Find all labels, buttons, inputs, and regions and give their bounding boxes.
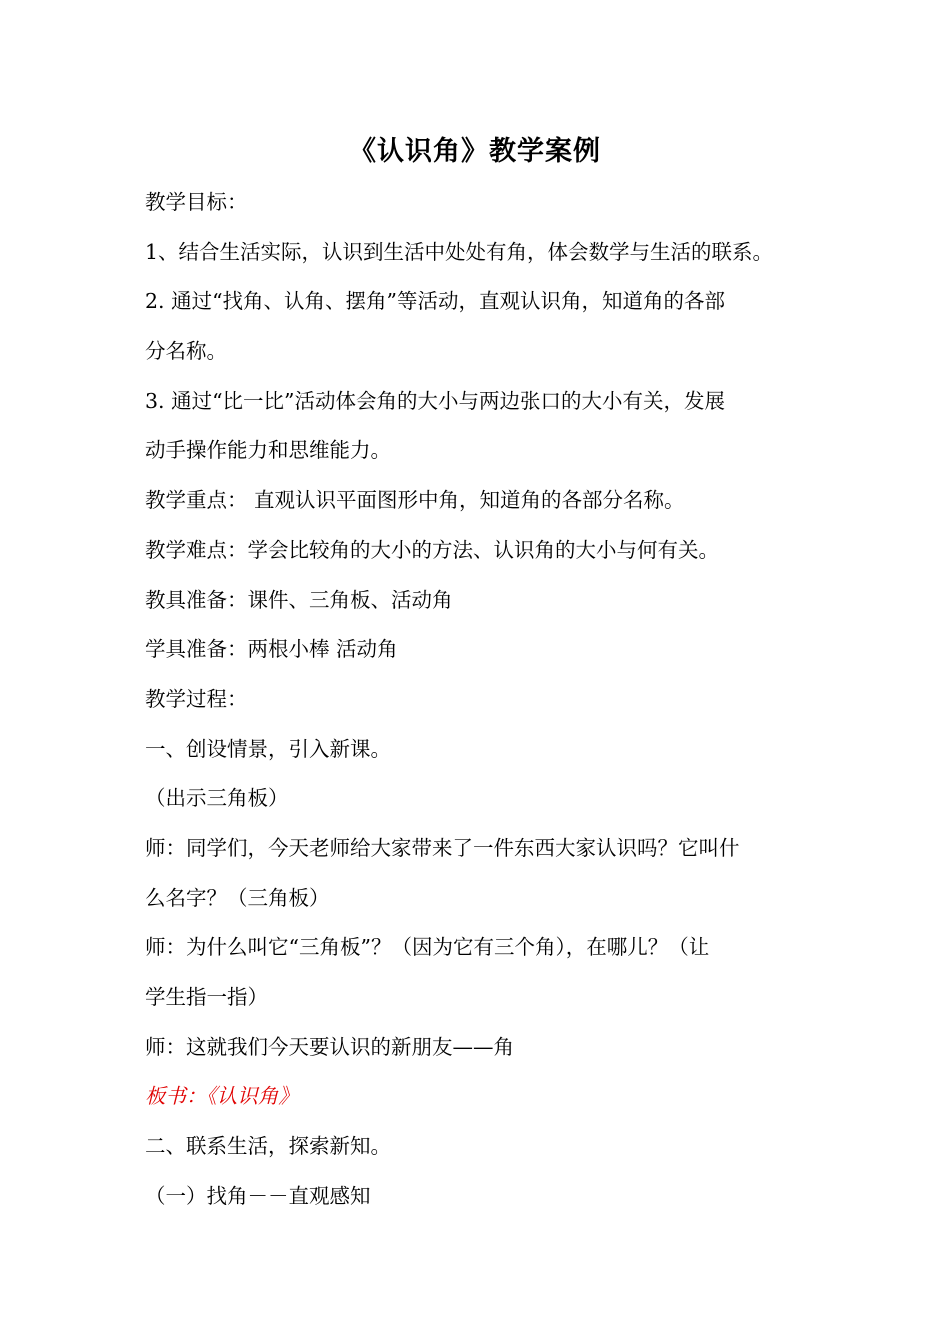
step-2-subheading: （一）找角－－直观感知 [145,1183,371,1208]
board-note: 板书：《认识角》 [145,1084,299,1109]
student-materials: 学具准备：两根小棒 活动角 [145,637,398,662]
objective-1: 1、结合生活实际，认识到生活中处处有角，体会数学与生活的联系。 [145,239,774,264]
step-1-heading: 一、创设情景，引入新课。 [145,736,391,761]
teacher-materials: 教具准备：课件、三角板、活动角 [145,587,453,612]
step-2-heading: 二、联系生活，探索新知。 [145,1134,391,1159]
objective-2-line-1: 2. 通过“找角、认角、摆角”等活动，直观认识角，知道角的各部 [145,289,726,314]
dialogue-2-line-2: 学生指一指） [145,985,268,1009]
section-heading-process: 教学过程： [145,686,248,711]
dialogue-1-line-2: 么名字？（三角板） [145,885,330,910]
dialogue-2-line-1: 师：为什么叫它“三角板”？（因为它有三个角），在哪儿？（让 [145,935,710,960]
dialogue-3: 师：这就我们今天要认识的新朋友——角 [145,1034,514,1059]
difficult-point: 教学难点：学会比较角的大小的方法、认识角的大小与何有关。 [145,537,719,562]
key-point: 教学重点： 直观认识平面图形中角，知道角的各部分名称。 [145,488,685,513]
step-1-note: （出示三角板） [145,786,289,811]
dialogue-1-line-1: 师：同学们，今天老师给大家带来了一件东西大家认识吗？它叫什 [145,835,740,860]
objective-3-line-1: 3. 通过“比一比”活动体会角的大小与两边张口的大小有关，发展 [145,388,726,413]
objective-2-line-2: 分名称。 [145,339,227,364]
document-title: 《认识角》教学案例 [349,136,601,167]
document-body [145,178,825,1221]
section-heading-objectives: 教学目标： [145,190,248,214]
objective-3-line-2: 动手操作能力和思维能力。 [145,438,391,463]
